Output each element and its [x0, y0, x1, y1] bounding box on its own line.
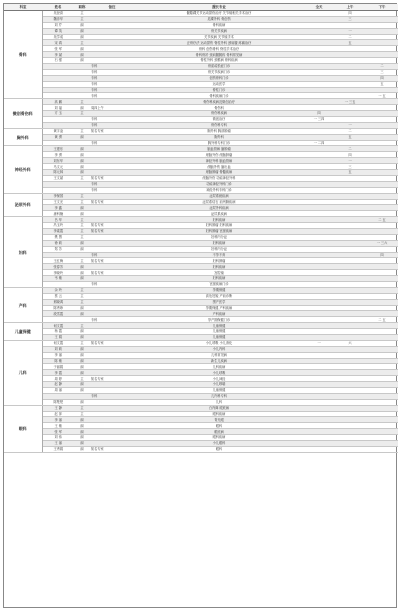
doctor-name: 韦 敏 — [42, 276, 74, 282]
doctor-title: 副 — [74, 334, 90, 340]
doctor-specialty: 骨伤科疾病 — [134, 111, 304, 117]
doctor-specialty: 眼科 — [134, 446, 304, 452]
doctor-specialty: 脊柱外科 颈椎病 骨科疾病 — [134, 58, 304, 64]
doctor-name: 王 丽 — [42, 441, 74, 447]
doctor-specialty: 新生儿疾病 — [134, 358, 304, 364]
doctor-note: 专科 — [90, 181, 134, 187]
doctor-title: 主 — [74, 293, 90, 299]
doctor-title: 主 — [74, 199, 90, 205]
department-cell: 泌尿外科 — [4, 193, 42, 217]
doctor-name: 吴学成 — [42, 34, 74, 40]
doctor-title: 副 — [74, 446, 90, 452]
doctor-title: 主 — [74, 217, 90, 223]
header-pm: 下午 — [366, 4, 398, 11]
schedule-am: 五 — [334, 170, 366, 176]
doctor-title: 主 — [74, 340, 90, 346]
doctor-specialty: 骨关节疾病门诊 — [134, 69, 304, 75]
doctor-specialty: 产科疾病 — [134, 311, 304, 317]
doctor-note: 专科 — [90, 252, 134, 258]
doctor-specialty: 妇科肿瘤 — [134, 258, 304, 264]
schedule-allday: 四 — [304, 111, 334, 117]
doctor-name: 于丽娟 — [42, 364, 74, 370]
doctor-name: 邢晓鸿 — [42, 299, 74, 305]
doctor-note: 专科 — [90, 75, 134, 81]
doctor-note: 知名专家 — [90, 175, 134, 181]
doctor-title: 副 — [74, 364, 90, 370]
doctor-specialty: 运动医学 — [134, 81, 304, 87]
schedule-am — [334, 446, 366, 452]
doctor-title: 副 — [74, 52, 90, 58]
doctor-title: 副 — [74, 28, 90, 34]
doctor-note: 专科 — [90, 187, 134, 193]
doctor-name: 王红梅 — [42, 258, 74, 264]
doctor-specialty: 妇科内分泌 — [134, 234, 304, 240]
doctor-name: 唐科楠 — [42, 211, 74, 217]
doctor-name: 王 敏 — [42, 423, 74, 429]
doctor-specialty: 胸外科 — [134, 134, 304, 140]
doctor-note: 专科 — [90, 317, 134, 323]
doctor-title: 副 — [74, 105, 90, 111]
doctor-title: 主 — [74, 323, 90, 329]
doctor-specialty: 妇科肿瘤 妇科疾病 — [134, 223, 304, 229]
doctor-specialty: 儿童保健 — [134, 388, 304, 394]
schedule-pm: 二 五 — [366, 317, 398, 323]
doctor-specialty: 神经外科 脑血管病 — [134, 158, 304, 164]
doctor-name: 赵 静 — [42, 382, 74, 388]
doctor-name: 王文斌 — [42, 175, 74, 181]
header-allday: 全天 — [304, 4, 334, 11]
doctor-title: 副 — [74, 346, 90, 352]
doctor-title: 副 — [74, 34, 90, 40]
doctor-title: 主 — [74, 376, 90, 382]
doctor-title: 副 — [74, 370, 90, 376]
doctor-title: 副 — [74, 246, 90, 252]
doctor-name: 周 婷 — [42, 376, 74, 382]
department-cell: 微创骨伤科 — [4, 99, 42, 128]
doctor-name: 李 丽 — [42, 352, 74, 358]
doctor-name: 方 玉 — [42, 111, 74, 117]
doctor-specialty: 儿科常见病 — [134, 352, 304, 358]
doctor-specialty: 脑血管病 脑肿瘤 — [134, 146, 304, 152]
doctor-title: 副 — [74, 276, 90, 282]
schedule-am: 五 — [334, 134, 366, 140]
header-am: 上午 — [334, 4, 366, 11]
doctor-name: 马文元 — [42, 164, 74, 170]
doctor-title: 副 — [74, 205, 90, 211]
doctor-name: 刘 福 — [42, 105, 74, 111]
schedule-am: 二 — [334, 146, 366, 152]
table-body — [4, 11, 398, 453]
doctor-name: 王 静 — [42, 405, 74, 411]
doctor-title: 主 — [74, 405, 90, 411]
doctor-specialty: 妇科疾病 — [134, 217, 304, 223]
doctor-title: 副 — [74, 423, 90, 429]
schedule-pm: 四 — [366, 252, 398, 258]
doctor-name: 杨 霞 — [42, 329, 74, 335]
doctor-specialty: 儿童保健 — [134, 334, 304, 340]
doctor-note: 知名专家 — [90, 258, 134, 264]
doctor-name: 吴登高 — [42, 11, 74, 17]
doctor-specialty: 眼底病 — [134, 429, 304, 435]
doctor-name: 刘 伟 — [42, 435, 74, 441]
doctor-name: 刘 芹 — [42, 22, 74, 28]
doctor-title: 副 — [74, 46, 90, 52]
schedule-pm: 五 — [366, 81, 398, 87]
doctor-title: 副 — [74, 429, 90, 435]
doctor-specialty: 高危妊娠 产前诊断 — [134, 293, 304, 299]
schedule-allday — [304, 446, 334, 452]
doctor-name: 赵 萍 — [42, 411, 74, 417]
doctor-name: 李 斌 — [42, 52, 74, 58]
doctor-title: 主 — [74, 111, 90, 117]
doctor-specialty: 眼科疾病 — [134, 435, 304, 441]
doctor-specialty: 泌尿系结石 前列腺疾病 — [134, 199, 304, 205]
doctor-specialty: 妇科内分泌 — [134, 246, 304, 252]
doctor-title: 副 — [74, 399, 90, 405]
doctor-title: 主 — [74, 228, 90, 234]
department-cell: 胸外科 — [4, 128, 42, 146]
doctor-specialty: 妇科疾病 — [134, 240, 304, 246]
doctor-name: 魏彦华 — [42, 16, 74, 22]
doctor-name: 刘 莉 — [42, 346, 74, 352]
doctor-title: 主 — [74, 128, 90, 134]
doctor-note: 专科 — [90, 122, 134, 128]
doctor-specialty: 颅脑外伤 功能神经外科 — [134, 175, 304, 181]
header-specialty: 擅长专业 — [134, 4, 304, 11]
doctor-note: 知名专家 — [90, 446, 134, 452]
doctor-note: 知名专家 — [90, 270, 134, 276]
doctor-title: 副 — [74, 134, 90, 140]
doctor-title: 副 — [74, 152, 90, 158]
doctor-specialty: 眼科 — [134, 423, 304, 429]
doctor-specialty: 泌尿系疾病 — [134, 211, 304, 217]
schedule-pm: 一 五 — [366, 93, 398, 99]
doctor-title: 主 — [74, 258, 90, 264]
doctor-specialty: 妇科肿瘤 宫颈疾病 — [134, 228, 304, 234]
doctor-name: 李素霞 — [42, 228, 74, 234]
schedule-am: 二 — [334, 34, 366, 40]
doctor-specialty: 髋膝踝关节运动损伤治疗 关节镜相关手术治疗 — [134, 11, 304, 17]
schedule-am: 三 — [334, 16, 366, 22]
doctor-name: 余 玲 — [42, 287, 74, 293]
doctor-name: 陈元林 — [42, 170, 74, 176]
doctor-name: 王文光 — [42, 199, 74, 205]
doctor-specialty: 宫腔镜 — [134, 270, 304, 276]
doctor-title: 副 — [74, 164, 90, 170]
doctor-title: 主 — [74, 299, 90, 305]
department-cell: 妇科 — [4, 217, 42, 288]
doctor-title: 副 — [74, 305, 90, 311]
doctor-note: 知名专家 — [90, 228, 134, 234]
doctor-name: 陈楚楚 — [42, 399, 74, 405]
schedule-pm: 二 — [366, 64, 398, 70]
doctor-name: 刘东华 — [42, 158, 74, 164]
doctor-specialty: 妇科疾病 — [134, 264, 304, 270]
doctor-specialty: 眼科疾病 — [134, 411, 304, 417]
doctor-title: 副 — [74, 388, 90, 394]
department-cell: 产科 — [4, 287, 42, 322]
doctor-title: 主 — [74, 175, 90, 181]
doctor-specialty: 脊柱门诊 — [134, 87, 304, 93]
schedule-am: 一 — [334, 28, 366, 34]
schedule-allday: 一 二四 — [304, 140, 334, 146]
schedule-am: 五 — [334, 40, 366, 46]
doctor-specialty: 骨科疾病门诊 — [134, 93, 304, 99]
header-dept: 科室 — [4, 4, 42, 11]
doctor-specialty: 微创治疗 — [134, 117, 304, 123]
doctor-name: 李 勇 — [42, 152, 74, 158]
schedule-sheet — [3, 3, 397, 608]
doctor-note: 专科 — [90, 393, 134, 399]
doctor-name: 郑 芳 — [42, 246, 74, 252]
doctor-specialty: 孕产期保健门诊 — [134, 317, 304, 323]
doctor-specialty: 儿科 — [134, 399, 304, 405]
doctor-name: 周 丽 — [42, 388, 74, 394]
department-cell: 眼科 — [4, 405, 42, 452]
department-cell: 儿科 — [4, 340, 42, 405]
schedule-pm: 三 — [366, 69, 398, 75]
schedule-allday: 一 — [304, 340, 334, 346]
doctor-specialty: 小儿神经 — [134, 376, 304, 382]
doctor-specialty: 孕期保健 产科疾病 — [134, 305, 304, 311]
schedule-am: 二 — [334, 128, 366, 134]
schedule-am: 六 — [334, 340, 366, 346]
doctor-title: 副 — [74, 270, 90, 276]
doctor-name: 李保国 — [42, 193, 74, 199]
doctor-note: 专科 — [90, 117, 134, 123]
doctor-note: 知名专家 — [90, 376, 134, 382]
doctor-name: 黄宇逵 — [42, 128, 74, 134]
doctor-specialty: 泌尿系统疾病 — [134, 193, 304, 199]
doctor-specialty: 小儿呼吸 — [134, 370, 304, 376]
schedule-allday: 一 三四 — [304, 117, 334, 123]
doctor-name: 宋 鸿 — [42, 40, 74, 46]
doctor-title: 主 — [74, 11, 90, 17]
doctor-specialty: 骨伤科疾病及微创治疗 — [134, 99, 304, 105]
doctor-specialty: 不孕不育 — [134, 252, 304, 258]
doctor-title: 副 — [74, 417, 90, 423]
doctor-name: 王秀娟 — [42, 446, 74, 452]
doctor-title: 副 — [74, 441, 90, 447]
doctor-title: 主 — [74, 411, 90, 417]
department-cell: 神经外科 — [4, 146, 42, 193]
doctor-specialty: 骨质疏松症门诊 — [134, 64, 304, 70]
doctor-name: 冯玉玲 — [42, 223, 74, 229]
doctor-note: 周四上午 — [90, 105, 134, 111]
doctor-specialty: 正骨疗法 运动损伤 脊柱外科 颈肩腰 疼痛治疗 — [134, 40, 304, 46]
doctor-specialty: 骨关节疾病 — [134, 28, 304, 34]
doctor-title: 主 — [74, 223, 90, 229]
doctor-specialty: 足踝外科 骨创伤 — [134, 16, 304, 22]
doctor-title: 副 — [74, 158, 90, 164]
doctor-title: 副 — [74, 358, 90, 364]
schedule-pm — [366, 446, 398, 452]
doctor-specialty: 骨科骨折 颈肩腰腿疼 骨科常见病 — [134, 52, 304, 58]
doctor-name: 黄 勇 — [42, 134, 74, 140]
doctor-title: 主 — [74, 40, 90, 46]
doctor-title: 副 — [74, 240, 90, 246]
doctor-title: 副 — [74, 211, 90, 217]
doctor-specialty: 骨科 创伤骨科 脊柱手术治疗 — [134, 46, 304, 52]
schedule-pm: 一 三六 — [366, 240, 398, 246]
doctor-specialty: 儿童保健 — [134, 329, 304, 335]
table-row — [4, 446, 398, 452]
schedule-am: 一 三五 — [334, 99, 366, 105]
doctor-title: 副 — [74, 146, 90, 152]
doctor-title: 副 — [74, 58, 90, 64]
doctor-name: 谭 英 — [42, 28, 74, 34]
doctor-title: 副 — [74, 329, 90, 335]
doctor-specialty: 骨科疾病 — [134, 22, 304, 28]
doctor-specialty: 颅脑肿瘤 脊髓疾病 — [134, 170, 304, 176]
doctor-title: 主 — [74, 234, 90, 240]
doctor-note: 专科 — [90, 64, 134, 70]
doctor-name: 李 丽 — [42, 417, 74, 423]
doctor-title: 副 — [74, 22, 90, 28]
doctor-specialty: 小儿内科 — [134, 346, 304, 352]
header-name: 姓名 — [42, 4, 74, 11]
header-note: 备注 — [90, 4, 134, 11]
doctor-specialty: 小儿哮喘 — [134, 382, 304, 388]
doctor-specialty: 儿科疾病 — [134, 364, 304, 370]
doctor-specialty: 孕期保健 — [134, 287, 304, 293]
doctor-title: 副 — [74, 170, 90, 176]
doctor-specialty: 颅脑外伤 颅脑肿瘤 — [134, 152, 304, 158]
doctor-name: 吕 华 — [42, 217, 74, 223]
schedule-am: 四 — [334, 11, 366, 17]
doctor-name: 段雪霞 — [42, 311, 74, 317]
department-cell: 骨科 — [4, 11, 42, 99]
doctor-specialty: 功能神经外科门诊 — [134, 181, 304, 187]
doctor-specialty: 神经外科专科门诊 — [134, 187, 304, 193]
doctor-title: 副 — [74, 311, 90, 317]
department-cell: 儿童保健 — [4, 323, 42, 341]
schedule-am: 四 — [334, 152, 366, 158]
doctor-name: 王 娟 — [42, 334, 74, 340]
doctor-name: 高 鹏 — [42, 99, 74, 105]
doctor-name: 李 霞 — [42, 370, 74, 376]
doctor-name: 李 鑫 — [42, 205, 74, 211]
doctor-note: 专科 — [90, 87, 134, 93]
doctor-name: 张春芳 — [42, 264, 74, 270]
doctor-title: 副 — [74, 382, 90, 388]
doctor-title: 副 — [74, 435, 90, 441]
doctor-name: 石 强 — [42, 58, 74, 64]
doctor-note: 专科 — [90, 140, 134, 146]
doctor-specialty: 围产医学 — [134, 299, 304, 305]
doctor-title: 主 — [74, 16, 90, 22]
doctor-name: 张 军 — [42, 46, 74, 52]
doctor-name: 张 军 — [42, 429, 74, 435]
schedule-table — [4, 4, 398, 453]
doctor-specialty: 泌尿外科疾病 — [134, 205, 304, 211]
doctor-name: 陈 敏 — [42, 358, 74, 364]
header-title: 职称 — [74, 4, 90, 11]
doctor-note: 知名专家 — [90, 199, 134, 205]
doctor-specialty: 白内障 眼底病 — [134, 405, 304, 411]
doctor-specialty: 骨伤科 — [134, 105, 304, 111]
doctor-name: 李晓玲 — [42, 270, 74, 276]
doctor-specialty: 创伤骨科门诊 — [134, 75, 304, 81]
doctor-note: 专科 — [90, 69, 134, 75]
schedule-pm: 四 — [366, 75, 398, 81]
doctor-name: 何文霞 — [42, 323, 74, 329]
doctor-title: 主 — [74, 287, 90, 293]
schedule-am: 一 — [334, 122, 366, 128]
schedule-am: 三 — [334, 164, 366, 170]
doctor-specialty: 胸外科 胸部肿瘤 — [134, 128, 304, 134]
doctor-title: 主 — [74, 193, 90, 199]
doctor-name: 陈秀珍 — [42, 305, 74, 311]
doctor-note: 专科 — [90, 93, 134, 99]
doctor-name: 何文霞 — [42, 340, 74, 346]
doctor-specialty: 妇科疾病 — [134, 276, 304, 282]
doctor-note: 专科 — [90, 281, 134, 287]
doctor-specialty: 宫颈疾病门诊 — [134, 281, 304, 287]
doctor-name: 樊 慧 — [42, 234, 74, 240]
doctor-note: 专科 — [90, 81, 134, 87]
doctor-specialty: 青光眼 — [134, 417, 304, 423]
schedule-am: 一 — [334, 158, 366, 164]
doctor-title: 副 — [74, 264, 90, 270]
doctor-specialty: 儿童保健 — [134, 323, 304, 329]
doctor-specialty: 儿内科专科 — [134, 393, 304, 399]
doctor-specialty: 关节疾病 关节镜手术 — [134, 34, 304, 40]
doctor-name: 王建东 — [42, 146, 74, 152]
doctor-title: 主 — [74, 99, 90, 105]
doctor-title: 副 — [74, 352, 90, 358]
doctor-note: 知名专家 — [90, 340, 134, 346]
doctor-specialty: 骨伤科专科 — [134, 122, 304, 128]
doctor-note: 知名专家 — [90, 128, 134, 134]
doctor-name: 蔡 云 — [42, 293, 74, 299]
schedule-pm: 二 五 — [366, 217, 398, 223]
doctor-name: 徐 莉 — [42, 240, 74, 246]
doctor-specialty: 小儿呼吸 小儿消化 — [134, 340, 304, 346]
doctor-note: 知名专家 — [90, 223, 134, 229]
doctor-specialty: 胸外科专科门诊 — [134, 140, 304, 146]
doctor-specialty: 小儿眼科 — [134, 441, 304, 447]
doctor-specialty: 颅脑外伤 脑出血 — [134, 164, 304, 170]
